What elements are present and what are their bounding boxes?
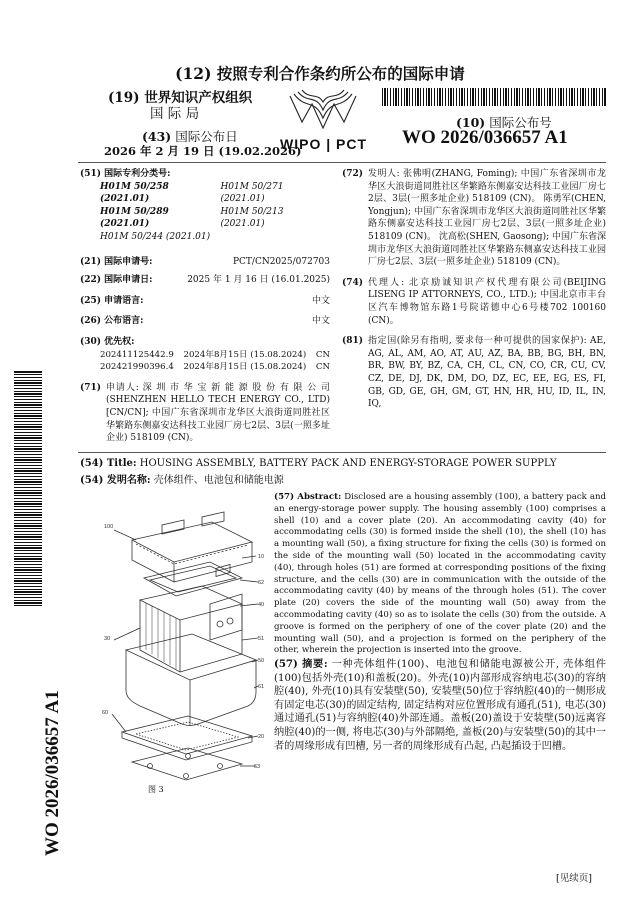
spine-pub-number: WO 2026/036657 A1 (42, 690, 63, 856)
pub-date-label: 国际公布日 (175, 129, 238, 144)
label-10: 10 (258, 554, 265, 560)
lang-row: (25) 申请语言: 中文 (80, 295, 330, 306)
pub-date: 2026 年 2 月 19 日 (19.02.2026) (104, 144, 302, 158)
filing-date-row: (22) 国际申请日: 2025 年 1 月 16 日 (16.01.2025) (80, 275, 330, 286)
biblio-left (80, 168, 330, 445)
agent-text: 代理人: 北京励诚知识产权代理有限公司(BEIJING LISENG IP ATTORNEYS, CO., LTD.); 中国北京市丰台区汽车博物馆东路1号院诺德中心6号楼702 100160 (CN)。 (368, 277, 606, 326)
label-20: 20 (258, 734, 265, 740)
label-50: 50 (258, 658, 265, 664)
priority-row-0: 202411125442.9 2024年8月15日 (15.08.2024) CN (100, 349, 330, 360)
ipc-list (80, 181, 330, 244)
pub-lang-row: (26) 公布语言: 中文 (80, 316, 330, 327)
pub-date-code: (43) (142, 129, 172, 144)
continued-note: [见续页] (556, 873, 592, 884)
header-divider (78, 162, 606, 163)
battery-exploded-drawing (92, 500, 268, 790)
label-51: 51 (258, 636, 265, 642)
pub-number: WO 2026/036657 A1 (402, 127, 568, 148)
label-61: 61 (258, 684, 265, 690)
ipc-row-2: H01M 50/244 (2021.01) (100, 231, 211, 242)
title-divider (78, 452, 606, 453)
ipc-row-0: H01M 50/258 (2021.01) H01M 50/271 (2021.01) (100, 181, 284, 205)
label-60: 60 (102, 710, 109, 716)
applicant-text: 申请人: 深 圳 市 华 宝 新 能 源 股 份 有 限 公 司 (SHENZHEN HELLO TECH ENERGY CO., LTD) [CN/CN]; 中国广东省深圳市龙华区大浪街道同胜社区华繁路东侧嘉安达科技工业园厂房七2层、3层(一照多址企业) 518109 (CN)。 (106, 382, 330, 444)
agent-block: (74) 代理人: 北京励诚知识产权代理有限公司(BEIJING LISENG IP ATTORNEYS, CO., LTD.); 中国北京市丰台区汽车博物馆东路1号院诺德中心6号楼702 100160 (CN)。 (342, 277, 606, 326)
figure-3 (92, 500, 268, 790)
biblio-right (342, 168, 606, 411)
label-100: 100 (104, 524, 114, 530)
document-title: (12) 按照专利合作条约所公布的国际申请 (175, 64, 465, 83)
wipo-logo (274, 88, 372, 158)
logo-text: WIPO | PCT (280, 136, 368, 152)
org-name-text: 世界知识产权组织 (144, 90, 253, 106)
label-62: 62 (258, 580, 265, 586)
abstract-en: (57) Abstract: Disclosed are a housing assembly (100), a battery pack and an energy-storage power supply. The housing assembly (100) comprises a shell (10) and a cover plate (20). An accommodating cavity (40) for accommodating cells (30) is formed inside the shell (10), the shell (10) has a mounting wall (50), a fixing structure for fixing the cells (30) is formed on the side of the mounting wall (50) located in the accommodating cavity (40), through holes (51) are formed at corresponding positions of the fixing structure, and the cells (30) are in communication with the outside of the accommodating cavity (40) by means of the through holes (51). The cover plate (20) covers the side of the mounting wall (50) away from the accommodating cavity (40) so as to isolate the cells (30) from the outside. A groove is formed on the periphery of one of the cover plate (20) and the mounting wall (50), and a projection is formed on the periphery of the other, wherein the projection is inserted into the groove. (274, 492, 606, 656)
title-en: (54) Title: HOUSING ASSEMBLY, BATTERY PACK AND ENERGY-STORAGE POWER SUPPLY (80, 458, 557, 469)
barcode-side (14, 370, 42, 606)
app-no-row: (21) 国际申请号: PCT/CN2025/072703 (80, 256, 330, 267)
inventor-block: (72) 发明人: 张佛明(ZHANG, Foming); 中国广东省深圳市龙华区大浪街道同胜社区华繁路东侧嘉安达科技工业园厂房七2层、3层(一照多址企业) 518109 (CN)。 陈勇军(CHEN, Yongjun); 中国广东省深圳市龙华区大浪街道同胜社区华繁路东侧嘉安达科技工业园厂房七2层、3层(一照多址企业) 518109 (CN)。 沈高松(SHEN, Gaosong); 中国广东省深圳市龙华区大浪街道同胜社区华繁路东侧嘉安达科技工业园厂房七2层、3层(一照多址企业) 518109 (CN)。 (342, 169, 606, 268)
label-40: 40 (258, 602, 265, 608)
pub-no-label: 国际公布号 (489, 115, 552, 130)
applicant-block: (71) 申请人: 深 圳 市 华 宝 新 能 源 股 份 有 限 公 司 (SHENZHEN HELLO TECH ENERGY CO., LTD) [CN/CN]; 中国广东省深圳市龙华区大浪街道同胜社区华繁路东侧嘉安达科技工业园厂房七2层、3层(一照多址企业) 518109 (CN)。 (80, 382, 330, 444)
priority-list (80, 349, 330, 374)
org-sub: 国 际 局 (150, 106, 200, 122)
ipc-label: (51) 国际专利分类号: (80, 169, 171, 179)
ipc-row-1: H01M 50/289 (2021.01) H01M 50/213 (2021.01) (100, 206, 284, 230)
priority-row-1: 202421990396.4 2024年8月15日 (15.08.2024) CN (100, 362, 330, 373)
pub-no-code: (10) (456, 115, 486, 130)
barcode-top (382, 88, 606, 106)
label-63: 63 (254, 764, 261, 770)
org-code: (19) (108, 90, 140, 106)
label-30: 30 (104, 636, 111, 642)
priority-label: (30) 优先权: (80, 336, 135, 347)
figure-caption: 图 3 (148, 785, 164, 794)
inventor-text: 发明人: 张佛明(ZHANG, Foming); 中国广东省深圳市龙华区大浪街道同胜社区华繁路东侧嘉安达科技工业园厂房七2层、3层(一照多址企业) 518109 (CN)。 陈勇军(CHEN, Yongjun); 中国广东省深圳市龙华区大浪街道同胜社区华繁路东侧嘉安达科技工业园厂房七2层、3层(一照多址企业) 518109 (CN)。 沈高松(SHEN, Gaosong); 中国广东省深圳市龙华区大浪街道同胜社区华繁路东侧嘉安达科技工业园厂房七2层、3层(一照多址企业) 518109 (CN)。 (368, 169, 606, 268)
abstract-cn: (57) 摘要: 一种壳体组件(100)、电池包和储能电源被公开, 壳体组件(100)包括外壳(10)和盖板(20)。外壳(10)内部形成容纳电芯(30)的容纳腔(40), 外壳(10)具有安装壁(50), 安装壁(50)位于容纳腔(40)的一侧形成有固定电芯(30)的固定结构, 固定结构对应位置形成有通孔(51), 电芯(30)通过通孔(51)与容纳腔(40)外部连通。盖板(20)盖设于安装壁(50)远离容纳腔(40)的一侧, 将电芯(30)与外部隔绝, 盖板(20)与安装壁(50)的其中一者的周缘形成有凹槽, 另一者的周缘形成有凸起, 凸起插设于凹槽。 (274, 658, 606, 752)
states-block: (81) 指定国(除另有指明, 要求每一种可提供的国家保护): AE, AG, AL, AM, AO, AT, AU, AZ, BA, BB, BG, BH, BN, BR, BW, BY, BZ, CA, CH, CL, CN, CO, CR, CU, CV, CZ, DE, DJ, DK, DM, DO, DZ, EC, EE, EG, ES, FI, GB, GD, GE, GH, GM, GT, HN, HR, HU, ID, IL, IN, IQ, (342, 336, 606, 410)
title-cn: (54) 发明名称: 壳体组件、电池包和储能电源 (80, 475, 284, 486)
states-text: 指定国(除另有指明, 要求每一种可提供的国家保护): AE, AG, AL, AM, AO, AT, AU, AZ, BA, BB, BG, BH, BN, BR, BW, BY, BZ, CA, CH, CL, CN, CO, CR, CU, CV, CZ, DE, DJ, DK, DM, DO, DZ, EC, EE, EG, ES, FI, GB, GD, GE, GH, GM, GT, HN, HR, HU, ID, IL, IN, IQ, (368, 336, 606, 410)
